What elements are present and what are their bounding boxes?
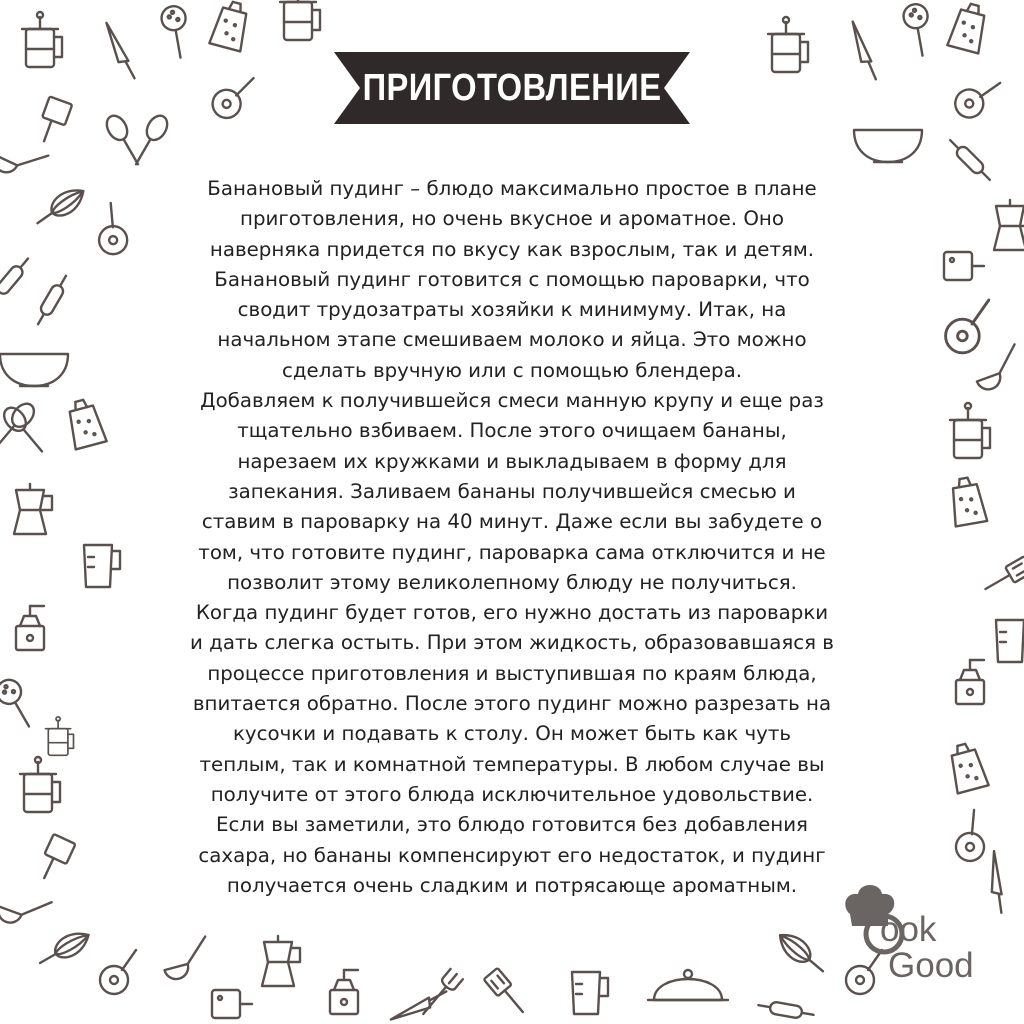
banner-title: ПРИГОТОВЛЕНИЕ bbox=[362, 66, 662, 109]
cookgood-logo bbox=[838, 878, 988, 985]
paragraph-serving: Когда пудинг будет готов, его нужно достать из пароварки и дать слегка остыть. При этом жидкость, образовавшаяся в процессе приготовления и выступившая по краям блюда, впитается обратно. После этого пудинг можно разрезать на кусочки и подавать к столу. Он может быть как чуть теплым, так и комнатной температуры. В любом случае вы получите от этого блюда исключительное удовольствие. Если вы заметили, это блюдо готовится без добавления сахара, но бананы компенсируют его недостаток, и пудинг получается очень сладким и потрясающе ароматным. bbox=[190, 601, 834, 897]
logo-word-cook: ook bbox=[880, 910, 937, 949]
section-banner bbox=[334, 52, 690, 124]
paragraph-intro: Банановый пудинг – блюдо максимально простое в плане приготовления, но очень вкусное и ароматное. Оно наверняка придется по вкусу как взрослым, так и детям. Банановый пудинг готовится с помощью пароварки, что сводит трудозатраты хозяйки к минимуму. Итак, на начальном этапе смешиваем молоко и яйца. Это можно сделать вручную или с помощью блендера. bbox=[207, 177, 817, 382]
paragraph-steps: Добавляем к получившейся смеси манную крупу и еще раз тщательно взбиваем. После этого очищаем бананы, нарезаем их кружками и выкладываем в форму для запекания. Заливаем бананы получившейся смесью и ставим в пароварку на 40 минут. Даже если вы забудете о том, что готовите пудинг, пароварка сама отключится и не позволит этому великолепному блюду не получиться. bbox=[198, 389, 826, 594]
recipe-text bbox=[190, 174, 834, 901]
logo-word-good: Good bbox=[888, 946, 974, 985]
